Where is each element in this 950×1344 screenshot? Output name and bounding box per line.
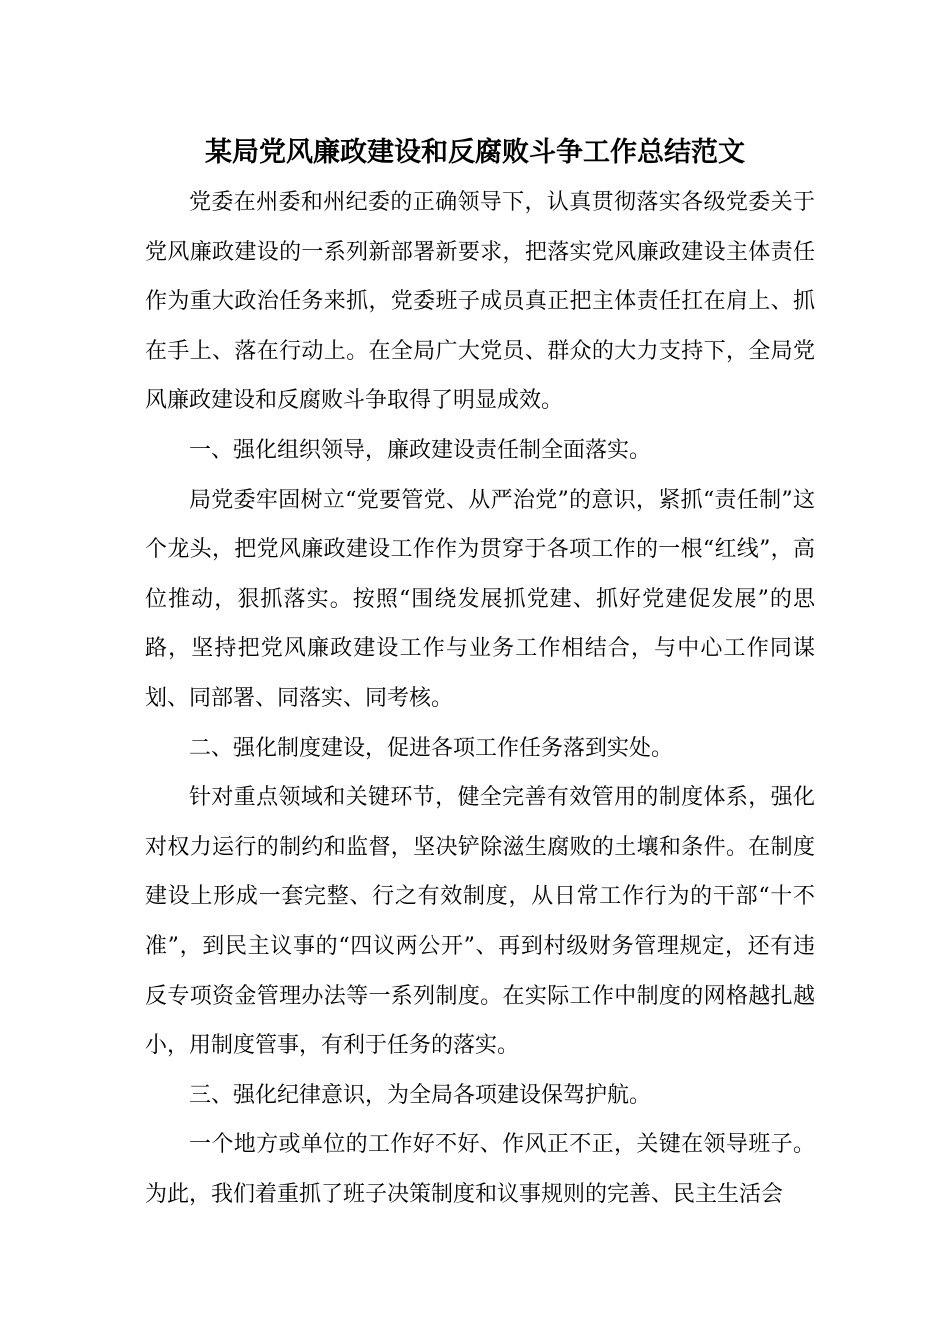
section-heading-3: 三、强化纪律意识，为全局各项建设保驾护航。 — [189, 1082, 652, 1108]
section-heading-1: 一、强化组织领导，廉政建设责任制全面落实。 — [189, 437, 652, 463]
document-body — [145, 178, 815, 1219]
document-title: 某局党风廉政建设和反腐败斗争工作总结范文 — [205, 137, 745, 168]
paragraph-section-2: 针对重点领域和关键环节，健全完善有效管用的制度体系，强化对权力运行的制约和监督，坚决铲除滋生腐败的土壤和条件。在制度建设上形成一套完整、行之有效制度，从日常工作行为的干部“十不准”，到民主议事的“四议两公开”、再到村级财务管理规定，还有违反专项资金管理办法等一系列制度。在实际工作中制度的网格越扎越小，用制度管事，有利于任务的落实。 — [145, 785, 815, 1059]
paragraph-section-3: 一个地方或单位的工作好不好、作风正不正，关键在领导班子。为此，我们着重抓了班子决策制度和议事规则的完善、民主生活会 — [145, 1132, 815, 1207]
paragraph-section-1: 局党委牢固树立“党要管党、从严治党”的意识，紧抓“责任制”这个龙头，把党风廉政建设工作作为贯穿于各项工作的一根“红线”，高位推动，狠抓落实。按照“围绕发展抓党建、抓好党建促发展”的思路，坚持把党风廉政建设工作与业务工作相结合，与中心工作同谋划、同部署、同落实、同考核。 — [145, 487, 815, 711]
paragraph-intro: 党委在州委和州纪委的正确领导下，认真贯彻落实各级党委关于党风廉政建设的一系列新部署新要求，把落实党风廉政建设主体责任作为重大政治任务来抓，党委班子成员真正把主体责任扛在肩上、抓在手上、落在行动上。在全局广大党员、群众的大力支持下，全局党风廉政建设和反腐败斗争取得了明显成效。 — [145, 190, 815, 414]
section-heading-2: 二、强化制度建设，促进各项工作任务落到实处。 — [189, 735, 674, 761]
